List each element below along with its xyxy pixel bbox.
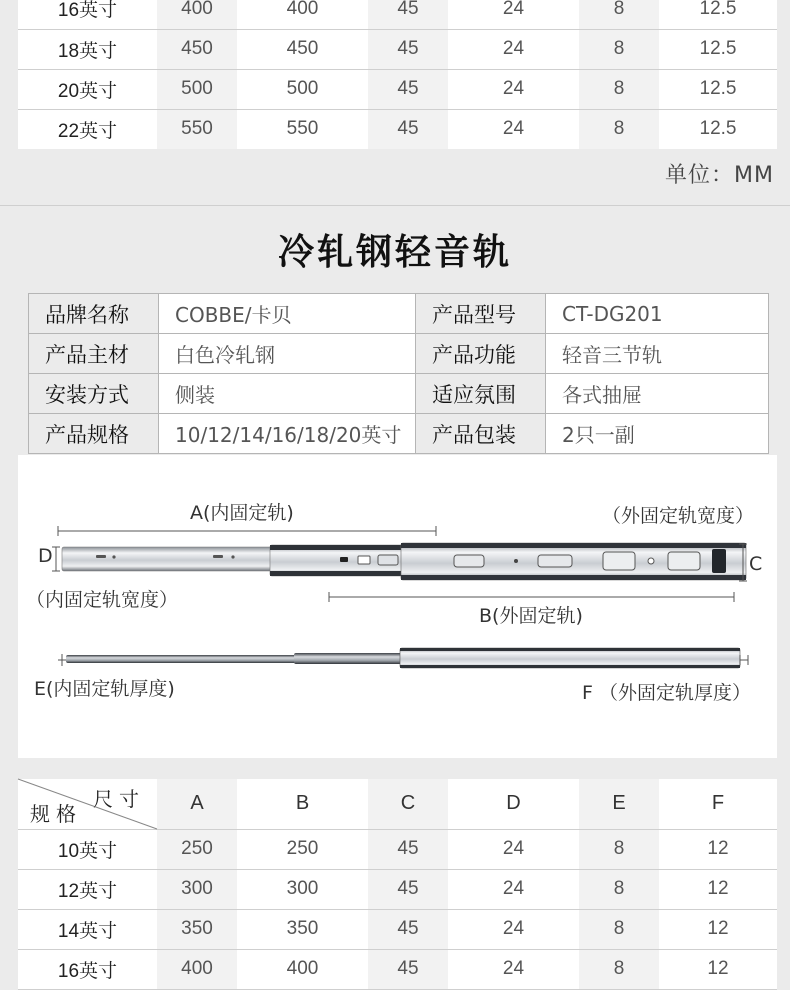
size-cell: 16英寸 xyxy=(18,0,157,29)
cell-b: 450 xyxy=(237,29,368,69)
attribute-value: 2只一副 xyxy=(546,414,769,454)
cell-d: 24 xyxy=(448,0,579,29)
attribute-value: 10/12/14/16/18/20英寸 xyxy=(159,414,416,454)
column-header: C xyxy=(368,779,448,829)
cell-c: 45 xyxy=(368,869,448,909)
spec-table-bottom xyxy=(18,779,777,990)
size-cell: 18英寸 xyxy=(18,29,157,69)
cell-b: 500 xyxy=(237,69,368,109)
cell-a: 400 xyxy=(157,949,237,989)
size-cell: 10英寸 xyxy=(18,829,157,869)
cell-c: 45 xyxy=(368,829,448,869)
cell-d: 24 xyxy=(448,949,579,989)
cell-e: 8 xyxy=(579,29,659,69)
label-d: D xyxy=(38,545,53,567)
cell-d: 24 xyxy=(502,118,525,140)
cell-c: 45 xyxy=(368,69,448,109)
attribute-value: 侧装 xyxy=(159,374,416,414)
table-row xyxy=(18,949,777,989)
cell-c: 45 xyxy=(368,949,448,989)
corner-header-dimension: 尺寸 xyxy=(93,789,145,811)
cell-b: 300 xyxy=(237,869,368,909)
label-a: A(内固定轨) xyxy=(190,502,294,524)
section-title: 冷轧钢轻音轨 xyxy=(277,232,512,273)
cell-a: 400 xyxy=(157,0,237,29)
attribute-row xyxy=(29,334,769,374)
cell-e: 8 xyxy=(579,0,659,29)
size-cell: 14英寸 xyxy=(18,909,157,949)
cell-d: 24 xyxy=(448,29,579,69)
table-row xyxy=(18,0,777,29)
cell-a: 500 xyxy=(157,69,237,109)
cell-b: 400 xyxy=(237,949,368,989)
cell-f: 12.5 xyxy=(659,0,777,29)
column-header: F xyxy=(659,779,777,829)
label-d-desc: （内固定轨宽度） xyxy=(26,589,179,611)
inner-rail-side xyxy=(66,655,298,663)
corner-header xyxy=(18,779,157,829)
cell-b: 350 xyxy=(237,909,368,949)
spec-table-top xyxy=(18,0,777,149)
cell-b: 400 xyxy=(237,0,368,29)
attribute-value: 轻音三节轨 xyxy=(546,334,769,374)
cell-f: 12.5 xyxy=(659,29,777,69)
corner-header-spec: 规格 xyxy=(30,803,82,826)
column-header: B xyxy=(237,779,368,829)
label-b: B(外固定轨) xyxy=(479,605,583,627)
column-header: D xyxy=(448,779,579,829)
table-row xyxy=(18,829,777,869)
attribute-key: 产品包装 xyxy=(416,414,546,454)
cell-f: 12 xyxy=(659,829,777,869)
table-row xyxy=(18,29,777,69)
cell-e: 8 xyxy=(579,69,659,109)
attribute-value: 白色冷轧钢 xyxy=(159,334,416,374)
attribute-value: CT-DG201 xyxy=(546,294,769,334)
size-cell: 12英寸 xyxy=(18,869,157,909)
cell-f: 12 xyxy=(659,869,777,909)
cell-c: 45 xyxy=(368,109,448,149)
top-spec-panel xyxy=(0,0,790,205)
cell-d: 24 xyxy=(448,909,579,949)
cell-e: 8 xyxy=(579,909,659,949)
inner-rail xyxy=(62,547,302,571)
cell-d: 24 xyxy=(448,69,579,109)
size-cell: 20英寸 xyxy=(18,69,157,109)
column-header: A xyxy=(157,779,237,829)
cell-c: 45 xyxy=(368,29,448,69)
cell-f: 12 xyxy=(659,909,777,949)
cell-b: 550 xyxy=(286,118,319,140)
attribute-key: 适应氛围 xyxy=(416,374,546,414)
unit-label: 单位：MM xyxy=(665,163,774,188)
table-header-row xyxy=(18,779,777,829)
cell-c: 45 xyxy=(368,0,448,29)
cell-d: 24 xyxy=(448,869,579,909)
cell-a: 300 xyxy=(157,869,237,909)
label-e: E(内固定轨厚度) xyxy=(34,678,175,700)
cell-e: 8 xyxy=(579,109,659,149)
attribute-key: 产品型号 xyxy=(416,294,546,334)
cell-f: 12 xyxy=(659,949,777,989)
table-row xyxy=(18,69,777,109)
attribute-row xyxy=(29,414,769,454)
cell-a: 250 xyxy=(157,829,237,869)
size-cell: 16英寸 xyxy=(18,949,157,989)
label-c: C xyxy=(749,553,763,575)
middle-rail-side xyxy=(294,653,404,664)
cell-e: 8 xyxy=(579,829,659,869)
cell-f: 12.5 xyxy=(699,118,737,140)
table-row xyxy=(18,909,777,949)
attribute-value: 各式抽屉 xyxy=(546,374,769,414)
label-f: F （外固定轨厚度） xyxy=(582,682,751,704)
cell-f: 12.5 xyxy=(659,69,777,109)
cell-a: 450 xyxy=(157,29,237,69)
cell-e: 8 xyxy=(579,949,659,989)
column-header: E xyxy=(579,779,659,829)
label-c-desc: （外固定轨宽度） xyxy=(602,505,755,527)
cell-a: 550 xyxy=(157,109,237,149)
attribute-row xyxy=(29,374,769,414)
table-row xyxy=(18,869,777,909)
attribute-key: 产品主材 xyxy=(29,334,159,374)
attribute-key: 安装方式 xyxy=(29,374,159,414)
attribute-key: 产品功能 xyxy=(416,334,546,374)
size-cell: 22英寸 xyxy=(57,120,118,142)
attribute-table xyxy=(28,293,769,454)
rail-diagram xyxy=(18,455,777,758)
attribute-key: 产品规格 xyxy=(29,414,159,454)
cell-b: 250 xyxy=(237,829,368,869)
attribute-value: COBBE/卡贝 xyxy=(159,294,416,334)
table-row xyxy=(18,109,777,149)
attribute-row xyxy=(29,294,769,334)
cell-d: 24 xyxy=(448,829,579,869)
cell-e: 8 xyxy=(579,869,659,909)
cell-c: 45 xyxy=(368,909,448,949)
attribute-key: 品牌名称 xyxy=(29,294,159,334)
cell-a: 350 xyxy=(157,909,237,949)
